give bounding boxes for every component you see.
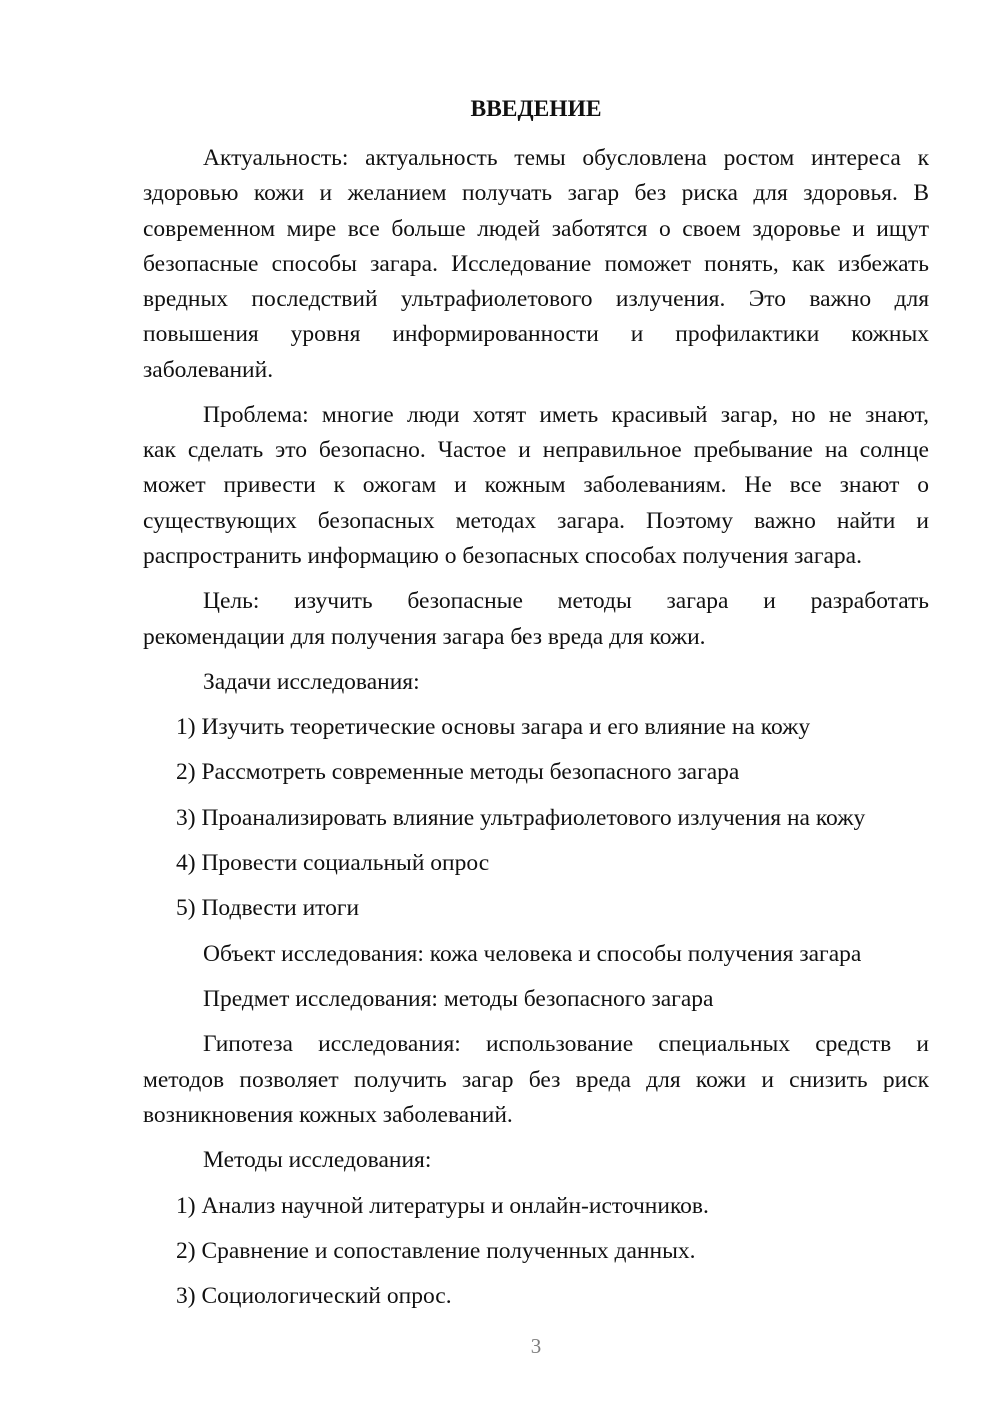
section-heading: ВВЕДЕНИЕ: [470, 96, 602, 122]
task-item: [143, 846, 929, 881]
relevance-paragraph: [143, 141, 929, 388]
hypothesis-line: методов позволяет получить загар без вреда для кожи и снизить риск: [143, 1066, 929, 1093]
relevance-line: здоровью кожи и желанием получать загар без риска для здоровья. В: [143, 180, 929, 207]
problem-line: Проблема: многие люди хотят иметь красивый загар, но не знают,: [203, 401, 929, 428]
task-item-text: 1) Изучить теоретические основы загара и его влияние на кожу: [176, 714, 811, 741]
hypothesis-line: возникновения кожных заболеваний.: [143, 1101, 513, 1128]
method-item-text: 3) Социологический опрос.: [176, 1283, 452, 1310]
method-item: [143, 1279, 929, 1314]
relevance-line: заболеваний.: [143, 356, 274, 383]
relevance-line: безопасные способы загара. Исследование поможет понять, как избежать: [143, 250, 929, 277]
tasks-heading-text: Задачи исследования:: [203, 668, 420, 695]
task-item-text: 5) Подвести итоги: [176, 895, 360, 922]
object-paragraph: [143, 937, 929, 972]
problem-line: распространить информацию о безопасных способах получения загара.: [143, 542, 862, 569]
goal-line: рекомендации для получения загара без вреда для кожи.: [143, 623, 706, 650]
hypothesis-line: Гипотеза исследования: использование специальных средств и: [203, 1031, 929, 1058]
task-item: [143, 891, 929, 926]
problem-paragraph: [143, 398, 929, 574]
goal-line: Цель: изучить безопасные методы загара и разработать: [203, 588, 929, 615]
task-item: [143, 801, 929, 836]
method-item: [143, 1234, 929, 1269]
methods-heading-text: Методы исследования:: [203, 1147, 432, 1174]
object-line: Объект исследования: кожа человека и способы получения загара: [203, 940, 862, 967]
task-item: [143, 755, 929, 790]
tasks-heading: [143, 665, 929, 700]
relevance-line: повышения уровня информированности и профилактики кожных: [143, 321, 929, 348]
document-body: [143, 92, 929, 1324]
task-item-text: 3) Проанализировать влияние ультрафиолетового излучения на кожу: [176, 804, 866, 831]
problem-line: существующих безопасных методах загара. Поэтому важно найти и: [143, 507, 929, 534]
task-item: [143, 710, 929, 745]
hypothesis-paragraph: [143, 1027, 929, 1133]
task-item-text: 4) Провести социальный опрос: [176, 850, 490, 877]
problem-line: как сделать это безопасно. Частое и неправильное пребывание на солнце: [143, 437, 929, 464]
relevance-line: современном мире все больше людей заботятся о своем здоровье и ищут: [143, 215, 929, 242]
goal-paragraph: [143, 584, 929, 655]
subject-paragraph: [143, 982, 929, 1017]
page-number: 3: [530, 1334, 542, 1358]
task-item-text: 2) Рассмотреть современные методы безопасного загара: [176, 759, 740, 786]
methods-heading: [143, 1143, 929, 1178]
problem-line: может привести к ожогам и кожным заболеваниям. Не все знают о: [143, 472, 929, 499]
method-item-text: 1) Анализ научной литературы и онлайн-источников.: [176, 1192, 709, 1219]
subject-line: Предмет исследования: методы безопасного загара: [203, 986, 714, 1013]
relevance-line: Актуальность: актуальность темы обусловлена ростом интереса к: [203, 144, 929, 171]
method-item: [143, 1189, 929, 1224]
relevance-line: вредных последствий ультрафиолетового излучения. Это важно для: [143, 286, 929, 313]
method-item-text: 2) Сравнение и сопоставление полученных данных.: [176, 1237, 696, 1264]
